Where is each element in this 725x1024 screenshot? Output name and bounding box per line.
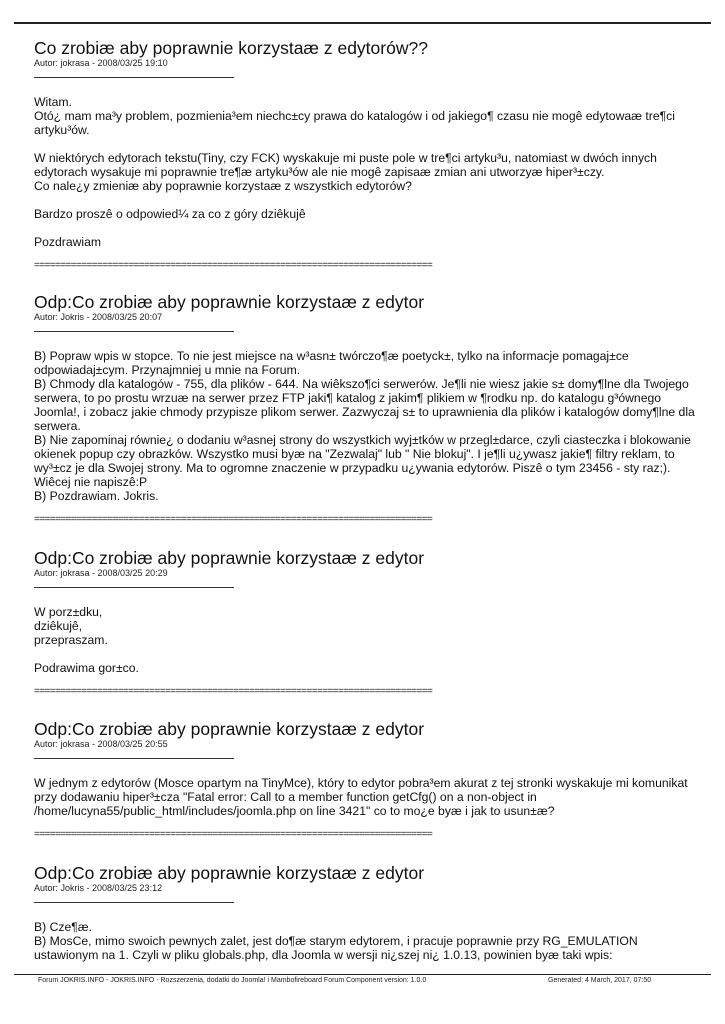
post-paragraph [34,235,704,249]
post-paragraph [34,207,704,221]
post-text-line: Podrawima gor±co. [34,661,139,675]
post-title: Co zrobiæ aby poprawnie korzystaæ z edytorów?? [34,38,428,58]
post-separator: ============================================================================ [34,261,433,271]
post-paragraph [34,605,704,647]
post-text-line: dziêkujê, [34,619,83,633]
post-text-line: B) Chmody dla katalogów - 755, dla plików - 644. Na wiêkszo¶ci serwerów. Je¶li nie wiesz jakie s± domy¶lne dla Twojego serwera, to po prostu wrzuæ na serwer przez FTP jaki¶ katalog z jakim¶ plikiem w ¶rodku np. do katalogu g³ównego Joomla!, i zobacz jakie chmody przypisze plikom serwer. Zazwyczaj s± to uprawnienia dla plików i katalogów domy¶lne dla serwera. [34,377,695,433]
meta-rule [34,758,234,759]
post [34,719,704,840]
post-separator: ============================================================================ [34,515,433,525]
meta-rule [34,77,234,78]
post-text-line: W jednym z edytorów (Mosce opartym na TinyMce), który to edytor pobra³em akurat z tej stronki wyskakuje mi komunikat przy dodawaniu hiper³±cza "Fatal error: Call to a member function getCfg() on a non-object in /home/lucyna55/public_html/includes/joomla.php on line 3421" co to mo¿e byæ i jak to usun±æ? [34,776,688,818]
post-title: Odp:Co zrobiæ aby poprawnie korzystaæ z edytor [34,292,425,312]
post-text-line: Co nale¿y zmieniæ aby poprawnie korzystaæ z wszystkich edytorów? [34,179,412,193]
post-text-line: Pozdrawiam [34,235,102,249]
post-text-line: B) Nie zapominaj równie¿ o dodaniu w³asnej strony do wszystkich wyj±tków w przegl±darce, czyli ciasteczka i blokowanie okienek popup czy obrazków. Wszystko musi byæ na "Zezwalaj" lub " Nie blokuj". I je¶li u¿ywasz jakie¶ filtry reklam, to wy³±cz je dla Swojej strony. Ma to ogromne znaczenie w przypadku u¿ywania edytorów. Piszê o tym 23456 - sty raz;). [34,433,691,475]
post-paragraph [34,151,704,193]
footer-source: Forum JOKRIS.INFO - JOKRIS.INFO - Rozszerzenia, dodatki do Joomla! i Mambofireboard Forum Component version: 1.0.0 [38,977,427,984]
meta-rule [34,587,234,588]
post [34,292,704,525]
post-text-line: W niektórych edytorach tekstu(Tiny, czy FCK) wyskakuje mi puste pole w tre¶ci artyku³u, natomiast w dwóch innych edytorach wysakuje mi poprawnie tre¶æ artyku³ów ale nie mogê zapisaæ zmian ani utworzyæ hiper³±czy. [34,151,657,179]
post-body [34,349,704,503]
post-title: Odp:Co zrobiæ aby poprawnie korzystaæ z edytor [34,548,425,568]
post-text-line: Wiêcej nie napiszê:P [34,475,148,489]
post-title: Odp:Co zrobiæ aby poprawnie korzystaæ z edytor [34,863,425,883]
footer-generated: Generated: 4 March, 2017, 07:50 [548,977,652,984]
post-paragraph [34,661,704,675]
post [34,548,704,697]
post-text-line: Witam. [34,95,72,109]
post-text-line: Otó¿ mam ma³y problem, pozmienia³em niechc±cy prawa do katalogów i od jakiego¶ czasu nie mogê edytowaæ tre¶ci artyku³ów. [34,109,675,137]
post-meta: Autor: jokrasa - 2008/03/25 19:10 [34,58,168,68]
post-text-line: B) Pozdrawiam. Jokris. [34,489,159,503]
post-body [34,776,704,818]
post-title: Odp:Co zrobiæ aby poprawnie korzystaæ z edytor [34,719,425,739]
post-separator: ============================================================================ [34,830,433,840]
post-text-line: B) Cze¶æ. [34,920,93,934]
meta-rule [34,902,234,903]
footer-rule [14,974,711,975]
post-text-line: B) Popraw wpis w stopce. To nie jest miejsce na w³asn± twórczo¶æ poetyck±, tylko na informacje pomagaj±ce odpowiadaj±cym. Przynajmniej u mnie na Forum. [34,349,629,377]
post-separator: ============================================================================ [34,687,433,697]
post-text-line: przepraszam. [34,633,108,647]
post-body [34,920,704,962]
post-body [34,95,704,249]
post-paragraph [34,349,704,503]
post-paragraph [34,95,704,137]
post-meta: Autor: jokrasa - 2008/03/25 20:29 [34,568,168,578]
post-meta: Autor: jokrasa - 2008/03/25 20:55 [34,739,168,749]
post-text-line: W porz±dku, [34,605,103,619]
top-rule [14,22,711,24]
post-paragraph [34,920,704,962]
post-paragraph [34,776,704,818]
post-meta: Autor: Jokris - 2008/03/25 23:12 [34,883,163,893]
post-text-line: Bardzo proszê o odpowied¼ za co z góry dziêkujê [34,207,306,221]
post-body [34,605,704,675]
post [34,38,704,271]
post-text-line: B) MosCe, mimo swoich pewnych zalet, jest do¶æ starym edytorem, i pracuje poprawnie przy RG_EMULATION ustawionym na 1. Czyli w pliku globals.php, dla Joomla w wersji ni¿szej ni¿ 1.0.13, powinien byæ taki wpis: [34,934,638,962]
meta-rule [34,331,234,332]
post [34,863,704,962]
post-meta: Autor: Jokris - 2008/03/25 20:07 [34,312,163,322]
